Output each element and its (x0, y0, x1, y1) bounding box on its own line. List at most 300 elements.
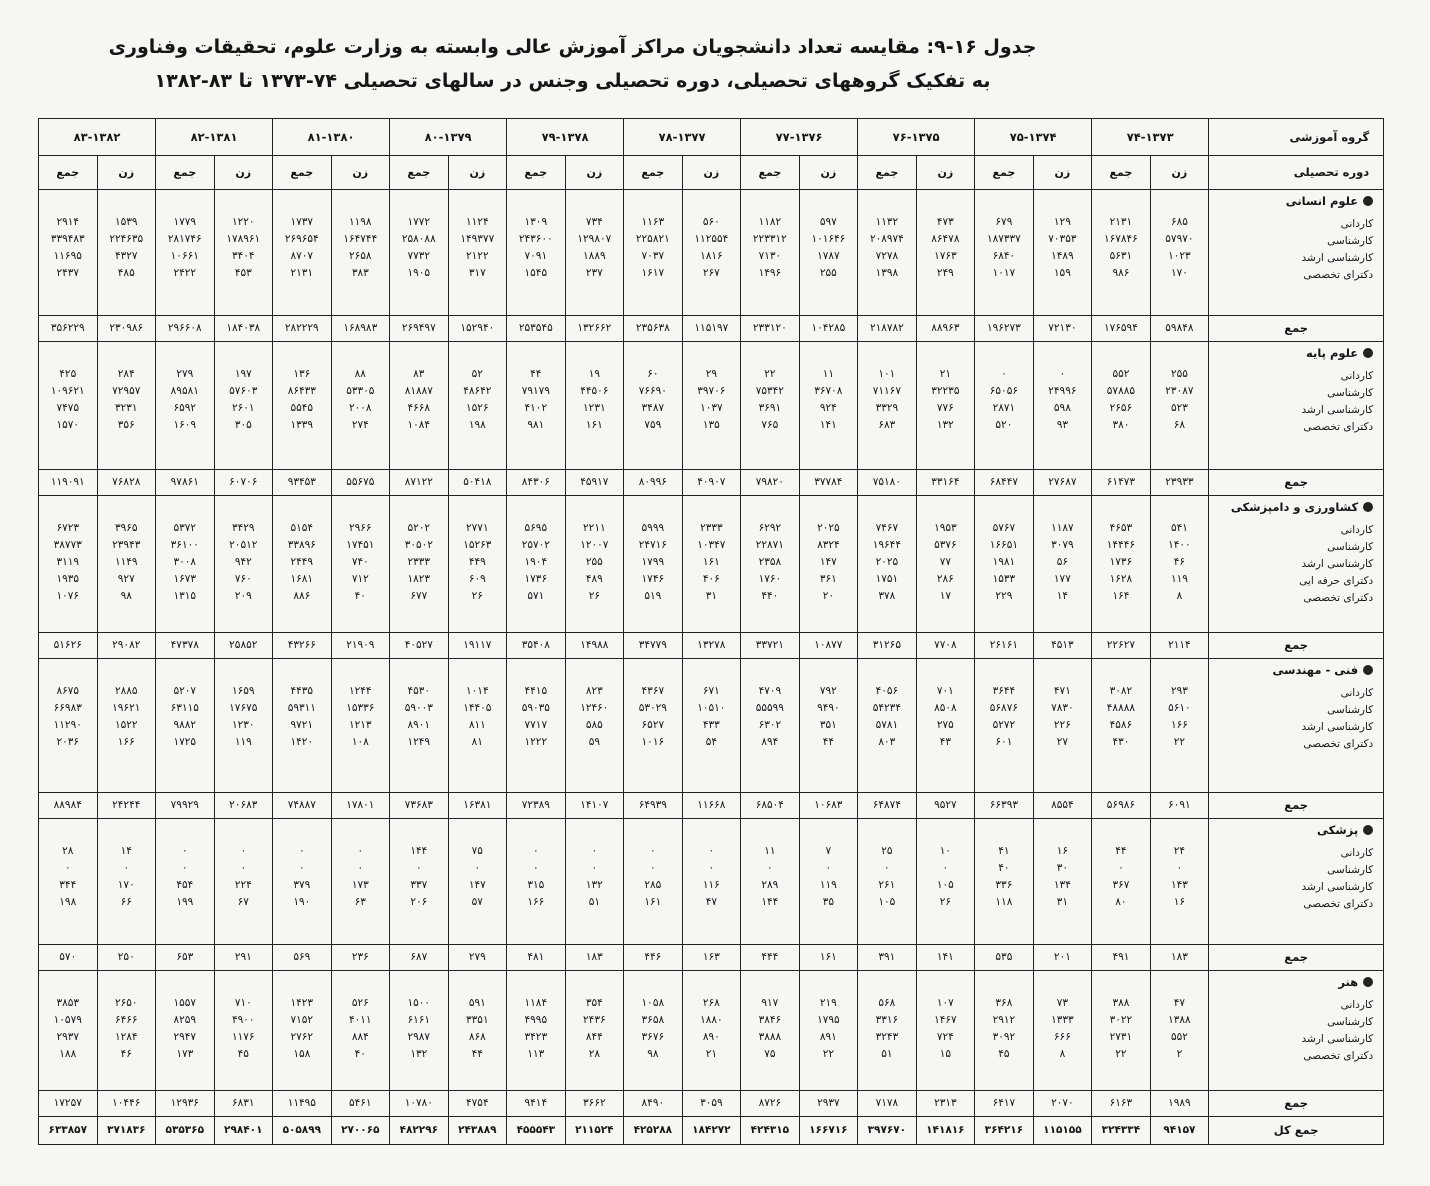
group-data-row (39, 971, 1384, 1091)
group-total-all: ۵۶۹ (273, 945, 332, 971)
group-total-female: ۵۰۴۱۸ (448, 470, 507, 496)
value: ۲۰۳۶ (56, 736, 80, 748)
value: ۸۵۰۸ (934, 702, 957, 714)
value: ۲ (1176, 1048, 1183, 1060)
group-label-cell (1209, 971, 1384, 1091)
value-list (507, 659, 565, 751)
value-list (858, 659, 916, 751)
value: ۶۰۱ (995, 736, 1013, 748)
group-total-all: ۷۹۹۲۹ (156, 793, 215, 819)
female-values-cell (214, 971, 273, 1091)
grand-total-female: ۳۷۱۸۳۶ (97, 1117, 156, 1145)
value: ۸۶۷۵ (56, 685, 80, 697)
value: ۳۸۴۶ (758, 1014, 782, 1026)
value: ۴۷ (1173, 997, 1186, 1009)
value-list (741, 190, 799, 282)
value: ۵۳۰۲۹ (638, 702, 667, 714)
value: ۳۳۶ (995, 879, 1013, 891)
value: ۵۷۸۱ (875, 719, 899, 731)
value: ۷۷۱۷ (524, 719, 548, 731)
value: ۹۴۲ (234, 556, 252, 568)
value: ۲۵۵ (585, 556, 603, 568)
value-list (917, 190, 975, 282)
value-list (39, 659, 97, 751)
value: ۳۷۸ (878, 590, 896, 602)
group-total-female: ۱۰۸۷۷ (799, 633, 858, 659)
value: ۸۶۸ (468, 1031, 486, 1043)
total-values-cell (858, 819, 917, 945)
value: ۱۴ (1056, 590, 1069, 602)
value: ۸ (1059, 1048, 1066, 1060)
value: ۱۳۰۹ (524, 216, 548, 228)
value: ۰ (1059, 368, 1066, 380)
group-total-row (39, 793, 1384, 819)
value: ۱۷۳ (176, 1048, 194, 1060)
value: ۱۴۶۷ (934, 1014, 957, 1026)
level-label: کارشناسی (1327, 1016, 1374, 1028)
value: ۱۹۹ (176, 896, 194, 908)
group-total-female: ۶۰۷۰۶ (214, 470, 273, 496)
value: ۳۰۵ (234, 419, 252, 431)
value-list (507, 496, 565, 605)
level-label: کارشناسی (1327, 864, 1374, 876)
value: ۱۰۳۴۷ (697, 539, 726, 551)
value-list (858, 496, 916, 605)
total-values-cell (1092, 971, 1151, 1091)
year-header: ۷۸-۱۳۷۷ (624, 119, 741, 156)
total-values-cell (624, 971, 683, 1091)
group-total-all: ۱۱۴۹۵ (273, 1091, 332, 1117)
female-header: زن (916, 156, 975, 190)
total-header: جمع (39, 156, 98, 190)
total-values-cell (624, 819, 683, 945)
value: ۰ (825, 862, 832, 874)
value: ۷۵ (471, 845, 483, 857)
group-total-all: ۶۸۵۰۴ (741, 793, 800, 819)
value: ۵۱۹ (644, 590, 662, 602)
value: ۲۱۳۱ (1109, 216, 1133, 228)
total-values-cell (624, 342, 683, 470)
group-total-female: ۱۹۸۹ (1150, 1091, 1209, 1117)
value: ۸۹۰۱ (407, 719, 431, 731)
value: ۴۸۹ (585, 573, 603, 585)
value: ۱۰۷۶ (56, 590, 80, 602)
year-header: ۸۱-۱۳۸۰ (273, 119, 390, 156)
value: ۱۹۳۵ (56, 573, 80, 585)
value-list (156, 971, 214, 1063)
value: ۷۷ (939, 556, 952, 568)
value: ۳۰۸۲ (1109, 685, 1133, 697)
value: ۱۲۴۹ (407, 736, 431, 748)
value: ۲۹۶۶ (349, 522, 372, 534)
group-total-female: ۸۵۵۴ (1033, 793, 1092, 819)
group-total-all: ۱۰۷۸۰ (390, 1091, 449, 1117)
value: ۶۷۷ (410, 590, 428, 602)
value: ۱۷۶۰ (758, 573, 782, 585)
grand-total-female: ۲۱۱۵۲۴ (565, 1117, 624, 1145)
value: ۱۴۹۳۷۷ (460, 233, 495, 245)
value: ۳۰ (1056, 862, 1069, 874)
group-total-female: ۶۸۳۱ (214, 1091, 273, 1117)
group-name (1209, 498, 1373, 516)
value: ۱۰۱۶۴۶ (811, 233, 846, 245)
group-total-all: ۶۵۳ (156, 945, 215, 971)
level-label: دکترای تخصصی (1303, 1050, 1374, 1062)
value: ۱۰۳۷ (700, 402, 723, 414)
group-total-female: ۲۱۹۰۹ (331, 633, 390, 659)
value: ۱۱۸۲ (758, 216, 782, 228)
total-values-cell (507, 342, 566, 470)
value: ۴۴ (471, 1048, 483, 1060)
value: ۱۳۸۸ (1168, 1014, 1191, 1026)
value: ۲۶ (471, 590, 483, 602)
group-total-female: ۲۰۷۰ (1033, 1091, 1092, 1117)
value: ۱۴۴ (410, 845, 428, 857)
value: ۴۷۱ (1053, 685, 1071, 697)
value-list (215, 971, 273, 1063)
value: ۱۶ (1056, 845, 1069, 857)
group-total-all: ۹۴۱۴ (507, 1091, 566, 1117)
group-total-all: ۷۴۸۸۷ (273, 793, 332, 819)
value: ۱۴۴۴۶ (1106, 539, 1135, 551)
group-total-all: ۳۱۲۶۵ (858, 633, 917, 659)
value: ۵۹۷ (819, 216, 837, 228)
group-total-female: ۲۴۲۴۴ (97, 793, 156, 819)
value: ۱۵۷۰ (56, 419, 80, 431)
value: ۵۳۷۲ (173, 522, 197, 534)
total-values-cell (858, 496, 917, 633)
value: ۲۱۳۱ (290, 267, 314, 279)
value: ۲۷۴ (351, 419, 369, 431)
value: ۵۶۳۱ (1109, 250, 1133, 262)
group-name-text: علوم پایه (1306, 346, 1359, 360)
value-list (741, 819, 799, 911)
bullet-icon (1363, 825, 1373, 835)
value-list (683, 190, 741, 282)
value: ۲۹۱۲ (992, 1014, 1016, 1026)
value-list (1092, 190, 1150, 282)
group-total-female: ۵۵۶۷۵ (331, 470, 390, 496)
value: ۱۱۷۶ (232, 1031, 255, 1043)
value: ۴۴۰ (761, 590, 779, 602)
group-label-cell (1209, 496, 1384, 633)
group-total-female: ۷۲۱۳۰ (1033, 316, 1092, 342)
value: ۱۱۸۷ (1051, 522, 1074, 534)
value: ۴۰۵۶ (875, 685, 899, 697)
value: ۱۱۸۴ (524, 997, 548, 1009)
title-line-1: جدول ۱۶-۹: مقایسه تعداد دانشجویان مراکز آموزش عالی وابسته به وزارت علوم، تحقیقات وفناوری (108, 36, 1037, 58)
value: ۴۴۹ (468, 556, 486, 568)
female-header: زن (682, 156, 741, 190)
value: ۱۷۸۹۶۱ (226, 233, 261, 245)
value: ۱۴۳ (1170, 879, 1188, 891)
value: ۱۱۴۹ (114, 556, 138, 568)
value: ۰ (415, 862, 422, 874)
group-total-all: ۶۴۹۳۹ (624, 793, 683, 819)
female-values-cell (1150, 342, 1209, 470)
value: ۶۸۴۰ (992, 250, 1016, 262)
value: ۵۷۹۷۰ (1165, 233, 1194, 245)
value: ۶۶ (120, 896, 132, 908)
value: ۸۹۵۸۱ (170, 385, 199, 397)
value-list (683, 496, 741, 605)
group-total-all: ۸۷۱۲۲ (390, 470, 449, 496)
value: ۱۶۴ (1112, 590, 1130, 602)
value-list (215, 496, 273, 605)
value: ۴۰۶ (702, 573, 720, 585)
value-list (156, 496, 214, 605)
value: ۱۱۲۵۵۴ (694, 233, 729, 245)
value: ۱۹۸ (468, 419, 486, 431)
female-values-cell (97, 342, 156, 470)
group-total-female: ۲۷۹ (448, 945, 507, 971)
value: ۲۶۵۰ (114, 997, 138, 1009)
level-label: کارشناسی ارشد (1301, 558, 1374, 570)
value: ۳۸۵۳ (56, 997, 80, 1009)
female-values-cell (1150, 971, 1209, 1091)
grand-total-female: ۹۴۱۵۷ (1150, 1117, 1209, 1145)
value-list (741, 971, 799, 1063)
total-values-cell (390, 496, 449, 633)
female-values-cell (97, 190, 156, 316)
value-list (741, 659, 799, 751)
grand-total-all: ۴۲۴۳۱۵ (741, 1117, 800, 1145)
value: ۴۰ (354, 590, 366, 602)
value: ۱۴۱ (819, 419, 837, 431)
grand-total-label: جمع کل (1209, 1117, 1384, 1145)
group-total-all: ۴۳۲۶۶ (273, 633, 332, 659)
value: ۱۰۵۱۰ (697, 702, 726, 714)
value-list (1151, 659, 1209, 751)
group-total-female: ۲۵۸۵۲ (214, 633, 273, 659)
value: ۰ (650, 862, 656, 874)
value: ۱۶ (1173, 896, 1186, 908)
year-header: ۸۳-۱۳۸۲ (39, 119, 156, 156)
value: ۱۷۳۶ (1109, 556, 1133, 568)
value: ۰ (474, 862, 481, 874)
value-list (1092, 819, 1150, 911)
value-list (800, 971, 858, 1063)
value: ۳۴۲۹ (232, 522, 255, 534)
total-values-cell (624, 659, 683, 793)
value: ۱۵ (939, 1048, 952, 1060)
group-total-row (39, 316, 1384, 342)
value: ۴۴ (822, 736, 834, 748)
value: ۶۷ (237, 896, 249, 908)
value-list (917, 819, 975, 911)
value: ۷۰۹۱ (524, 250, 548, 262)
female-values-cell (565, 342, 624, 470)
value: ۳۶۷۶ (641, 1031, 665, 1043)
value: ۱۲۹۸۰۷ (577, 233, 612, 245)
value: ۳۶۷۰۸ (814, 385, 843, 397)
level-label: دکترای حرفه ایی (1299, 575, 1374, 587)
value: ۳۰۲۲ (1109, 1014, 1133, 1026)
value: ۱۷۷۹ (173, 216, 197, 228)
value: ۲۲۴ (234, 879, 252, 891)
group-total-female: ۱۰۶۸۳ (799, 793, 858, 819)
value: ۳۰۵۰۲ (404, 539, 433, 551)
group-total-female: ۲۹۰۸۲ (97, 633, 156, 659)
value: ۳۴۸۷ (641, 402, 665, 414)
group-total-all: ۹۷۸۶۱ (156, 470, 215, 496)
value: ۱۴۴۰۵ (463, 702, 492, 714)
bullet-icon (1363, 977, 1373, 987)
value: ۳۳۱۶ (875, 1014, 899, 1026)
group-total-female: ۱۸۳ (1150, 945, 1209, 971)
female-values-cell (448, 496, 507, 633)
group-total-female: ۳۷۷۸۴ (799, 470, 858, 496)
group-total-all: ۶۴۱۷ (975, 1091, 1034, 1117)
value-list (683, 342, 741, 434)
value: ۵۹۱ (468, 997, 486, 1009)
value: ۱۴۷ (468, 879, 486, 891)
value: ۵۷ (471, 896, 483, 908)
value: ۵۹۰۰۳ (404, 702, 433, 714)
value-list (800, 496, 858, 605)
value: ۴۳ (939, 736, 952, 748)
value: ۲۴۳۷ (56, 267, 80, 279)
level-label: کارشناسی (1327, 235, 1374, 247)
total-values-cell (156, 496, 215, 633)
value: ۲۴۹ (936, 267, 954, 279)
value: ۹۱۷ (761, 997, 779, 1009)
group-total-female: ۱۹۱۱۷ (448, 633, 507, 659)
level-list (1209, 997, 1373, 1065)
grand-total-female: ۱۶۶۷۱۶ (799, 1117, 858, 1145)
female-values-cell (682, 971, 741, 1091)
value-list (1034, 190, 1092, 282)
value: ۱۵۴۵ (524, 267, 548, 279)
value: ۱۰۷ (936, 997, 954, 1009)
group-total-all: ۳۹۱ (858, 945, 917, 971)
total-values-cell (273, 190, 332, 316)
level-label: کاردانی (1340, 999, 1374, 1011)
value-list (1092, 659, 1150, 751)
value: ۱۰۱۴ (466, 685, 489, 697)
female-values-cell (682, 659, 741, 793)
total-header: جمع (624, 156, 683, 190)
level-label: دکترای تخصصی (1303, 592, 1374, 604)
value: ۸۰ (1115, 896, 1127, 908)
group-total-female: ۱۶۳۸۱ (448, 793, 507, 819)
value: ۲۸۹ (761, 879, 779, 891)
female-values-cell (565, 819, 624, 945)
value: ۱۱۳۲ (875, 216, 899, 228)
value: ۹۲۴ (819, 402, 837, 414)
value: ۰ (708, 862, 715, 874)
female-values-cell (799, 496, 858, 633)
value-list (156, 819, 214, 911)
value: ۵۱ (881, 1048, 893, 1060)
value: ۴۴۱۵ (524, 685, 548, 697)
female-values-cell (916, 342, 975, 470)
value: ۱۳۶ (293, 368, 311, 380)
group-name (1209, 973, 1373, 991)
group-total-all: ۱۷۶۵۹۴ (1092, 316, 1151, 342)
value: ۵۵۴۵ (290, 402, 314, 414)
bullet-icon (1363, 665, 1373, 675)
value: ۷۶۶۹۰ (638, 385, 667, 397)
total-values-cell (507, 190, 566, 316)
group-total-female: ۱۸۴۰۳۸ (214, 316, 273, 342)
value: ۹۴۹۰ (817, 702, 840, 714)
value: ۳۵ (822, 896, 834, 908)
grand-total-female: ۲۷۰۰۶۵ (331, 1117, 390, 1145)
value-list (1151, 971, 1209, 1063)
total-values-cell (858, 190, 917, 316)
year-header: ۷۷-۱۳۷۶ (741, 119, 858, 156)
value: ۹۸۸۲ (173, 719, 197, 731)
female-header: زن (448, 156, 507, 190)
value-list (39, 190, 97, 282)
value: ۷ (825, 845, 832, 857)
group-total-all: ۴۴۴ (741, 945, 800, 971)
value-list (917, 971, 975, 1063)
group-total-all: ۳۴۷۷۹ (624, 633, 683, 659)
value: ۷۱۲ (351, 573, 369, 585)
grand-total-female: ۱۸۴۲۷۲ (682, 1117, 741, 1145)
value-list (800, 190, 858, 282)
value: ۳۵۱ (819, 719, 837, 731)
value: ۱۷۷۲ (407, 216, 431, 228)
value-list (566, 971, 624, 1063)
value: ۲۲۵۸۲۱ (635, 233, 670, 245)
value-list (390, 819, 448, 911)
value: ۰ (357, 862, 364, 874)
value: ۱۳۱۵ (173, 590, 197, 602)
group-label-cell (1209, 659, 1384, 793)
value: ۴۰ (998, 862, 1010, 874)
value: ۲۸۴ (117, 368, 135, 380)
value: ۳۰۷۹ (1051, 539, 1074, 551)
female-values-cell (1150, 659, 1209, 793)
group-total-female: ۱۷۸۰۱ (331, 793, 390, 819)
value: ۱۰۲۳ (1168, 250, 1191, 262)
value: ۵۲۳ (1170, 402, 1188, 414)
group-total-all: ۷۱۷۸ (858, 1091, 917, 1117)
value: ۲۸۶ (936, 573, 954, 585)
value: ۲۰۶ (410, 896, 428, 908)
total-values-cell (39, 971, 98, 1091)
value: ۲۴ (1173, 845, 1186, 857)
value: ۴۴۵۰۶ (580, 385, 609, 397)
value-list (390, 342, 448, 434)
group-total-all: ۱۹۶۲۷۳ (975, 316, 1034, 342)
total-values-cell (39, 190, 98, 316)
value: ۰ (533, 845, 539, 857)
value-list (215, 659, 273, 751)
level-label: کارشناسی ارشد (1301, 721, 1374, 733)
value: ۹۳ (1056, 419, 1069, 431)
value: ۳۴۲۳ (524, 1031, 548, 1043)
value: ۱۹۰۴ (524, 556, 548, 568)
year-header: ۷۶-۱۳۷۵ (858, 119, 975, 156)
female-header: زن (331, 156, 390, 190)
group-name (1209, 344, 1373, 362)
value: ۱۶۶ (1170, 719, 1188, 731)
value: ۴۹۹۵ (524, 1014, 548, 1026)
group-total-female: ۱۱۶۶۸ (682, 793, 741, 819)
group-label-cell (1209, 342, 1384, 470)
value: ۵۲۷۲ (992, 719, 1016, 731)
value-list (156, 342, 214, 434)
female-values-cell (916, 971, 975, 1091)
group-total-female: ۱۳۲۶۶۲ (565, 316, 624, 342)
value: ۴۶ (1173, 556, 1186, 568)
table-title (40, 30, 1105, 98)
level-list (1209, 368, 1373, 436)
